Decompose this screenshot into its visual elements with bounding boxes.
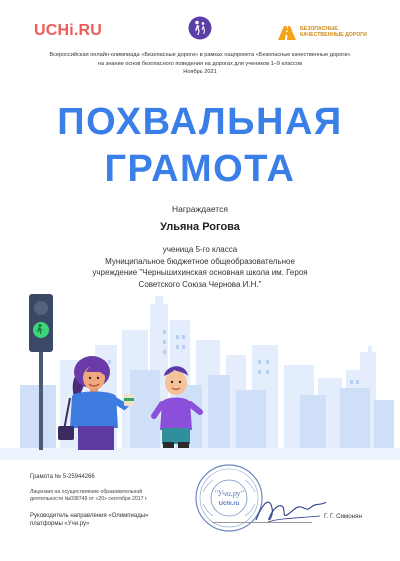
certificate-number: Грамота № 5-25944266 xyxy=(30,474,95,480)
city-illustration xyxy=(0,290,400,460)
olympiad-description xyxy=(20,51,380,77)
olympiad-line-1: Всероссийская онлайн-олимпиада «Безопасные дороги» в рамках нацпроекта «Безопасные качественные дороги» xyxy=(49,52,351,58)
school-line-2: учреждение "Чернышихинская основная школа им. Героя xyxy=(92,268,308,277)
certificate-title-line1: ПОХВАЛЬНАЯ xyxy=(57,101,343,143)
road-logo-icon xyxy=(278,24,296,40)
recipient-name: Ульяна Рогова xyxy=(160,221,240,233)
recipient-grade: ученица 5-го класса xyxy=(162,245,238,254)
stamp-text: "Учи.ру" xyxy=(214,489,244,498)
signature-line xyxy=(212,522,312,523)
signature xyxy=(250,490,330,530)
safe-roads-logo xyxy=(278,21,370,43)
recipient-details xyxy=(60,244,340,290)
school-line-3: Советского Союза Чернова И.Н." xyxy=(138,279,262,289)
school-line-1: Муниципальное бюджетное общеобразовательное xyxy=(105,256,295,266)
head-role-line-2: платформы «Учи.ру» xyxy=(30,521,90,527)
awarded-label: Награждается xyxy=(172,204,228,214)
stamp-subtext: Uchi.ru xyxy=(218,501,240,507)
safe-roads-logo-line2: КАЧЕСТВЕННЫЕ ДОРОГИ xyxy=(300,32,367,38)
head-role-line-1: Руководитель направления «Олимпиады» xyxy=(30,513,149,519)
license-line-2: деятельности №038749 от «20» сентября 2017 г. xyxy=(30,496,148,502)
uchi-logo: UCHi.RU xyxy=(34,22,103,39)
safe-roads-logo-line1: БЕЗОПАСНЫЕ xyxy=(300,26,338,32)
license-line-1: Лицензия на осуществление образовательной xyxy=(30,489,143,495)
license-info xyxy=(30,489,190,503)
sidewalk xyxy=(0,448,400,460)
signer-name: Г. Г. Симонян xyxy=(324,513,362,520)
head-role xyxy=(30,512,160,528)
olympiad-date: Ноябрь 2021 xyxy=(183,69,217,75)
pedestrian-logo-icon xyxy=(188,16,212,40)
olympiad-line-2: на знание основ безопасного поведения на дорогах для учеников 1–9 классов xyxy=(97,60,303,67)
certificate-title-line2: ГРАМОТА xyxy=(104,148,296,190)
